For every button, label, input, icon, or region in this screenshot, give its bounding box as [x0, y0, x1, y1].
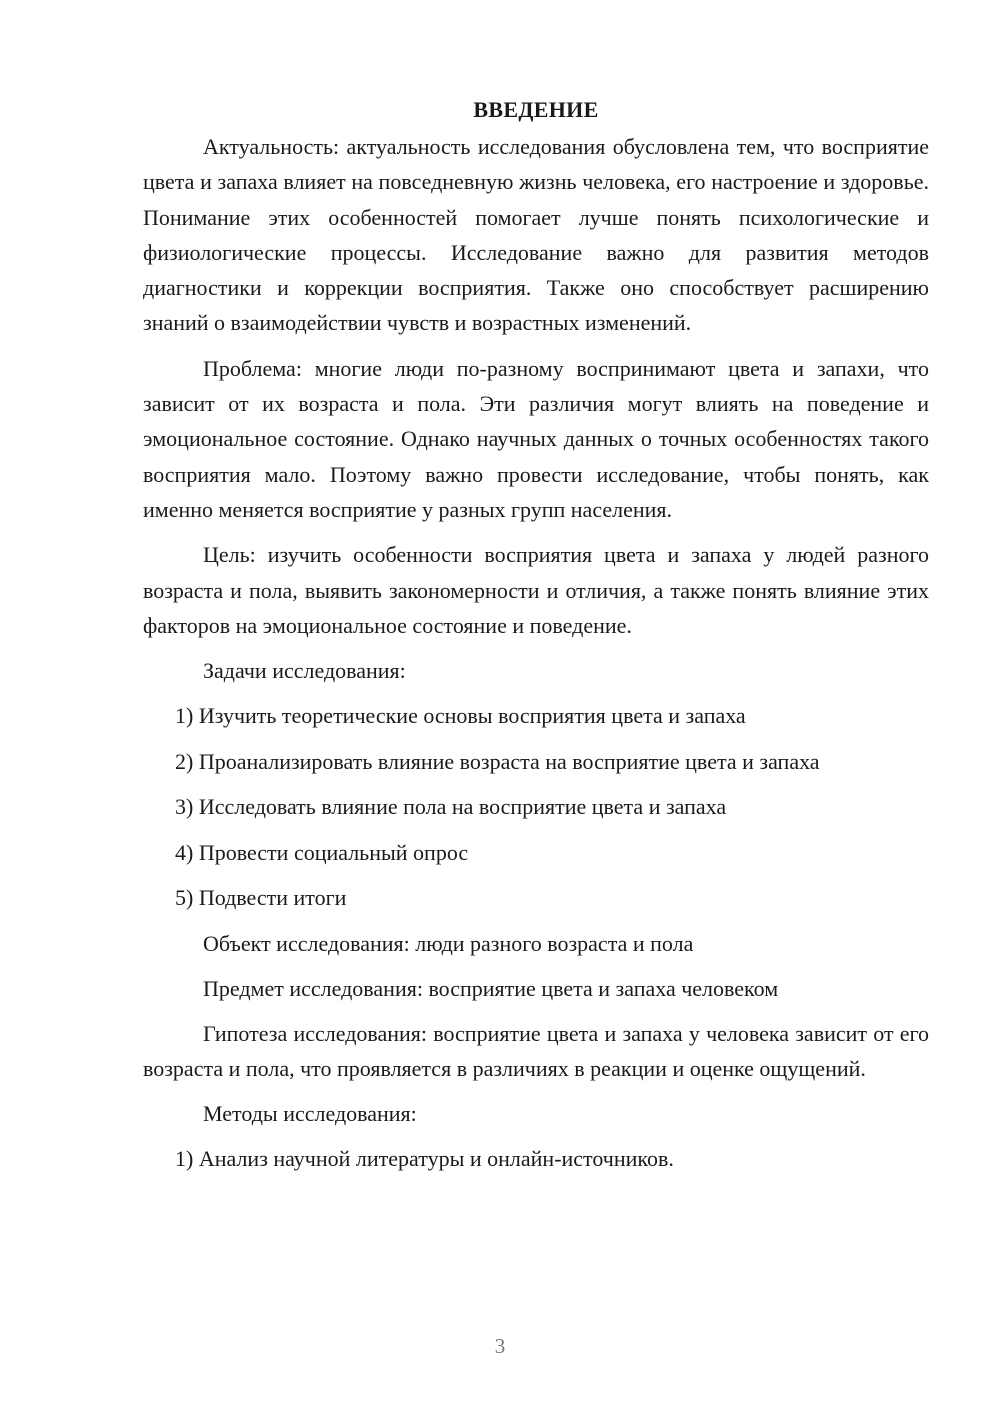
research-subject: Предмет исследования: восприятие цвета и запаха человеком [203, 975, 779, 1001]
relevance-paragraph: Актуальность: актуальность исследования обусловлена тем, что восприятие цвета и запаха влияет на повседневную жизнь человека, его настроение и здоровье. Понимание этих особенностей помогает лучше понять психологические и физиологические процессы. Исследование важно для развития методов диагностики и коррекции восприятия. Также оно способствует расширению знаний о взаимодействии чувств и возрастных изменений. [143, 134, 929, 336]
page-heading: ВВЕДЕНИЕ [473, 97, 599, 122]
task-item: 2) Проанализировать влияние возраста на восприятие цвета и запаха [175, 748, 820, 774]
problem-paragraph: Проблема: многие люди по-разному воспринимают цвета и запахи, что зависит от их возраста и пола. Эти различия могут влиять на поведение и эмоциональное состояние. Однако научных данных о точных особенностях такого восприятия мало. Поэтому важно провести исследование, чтобы понять, как именно меняется восприятие у разных групп населения. [143, 355, 929, 522]
document-page [143, 92, 929, 1187]
method-item: 1) Анализ научной литературы и онлайн-источников. [175, 1146, 674, 1172]
task-item: 5) Подвести итоги [175, 885, 347, 911]
goal-paragraph: Цель: изучить особенности восприятия цвета и запаха у людей разного возраста и пола, выявить закономерности и отличия, а также понять влияние этих факторов на эмоциональное состояние и поведение. [143, 542, 929, 638]
tasks-title: Задачи исследования: [203, 658, 406, 684]
methods-title: Методы исследования: [203, 1101, 417, 1127]
research-object: Объект исследования: люди разного возраста и пола [203, 930, 694, 956]
page-number: 3 [494, 1334, 506, 1358]
task-item: 1) Изучить теоретические основы восприятия цвета и запаха [175, 703, 746, 729]
task-item: 3) Исследовать влияние пола на восприятие цвета и запаха [175, 794, 727, 820]
hypothesis-paragraph: Гипотеза исследования: восприятие цвета и запаха у человека зависит от его возраста и пола, что проявляется в различиях в реакции и оценке ощущений. [143, 1020, 929, 1081]
task-item: 4) Провести социальный опрос [175, 839, 469, 865]
